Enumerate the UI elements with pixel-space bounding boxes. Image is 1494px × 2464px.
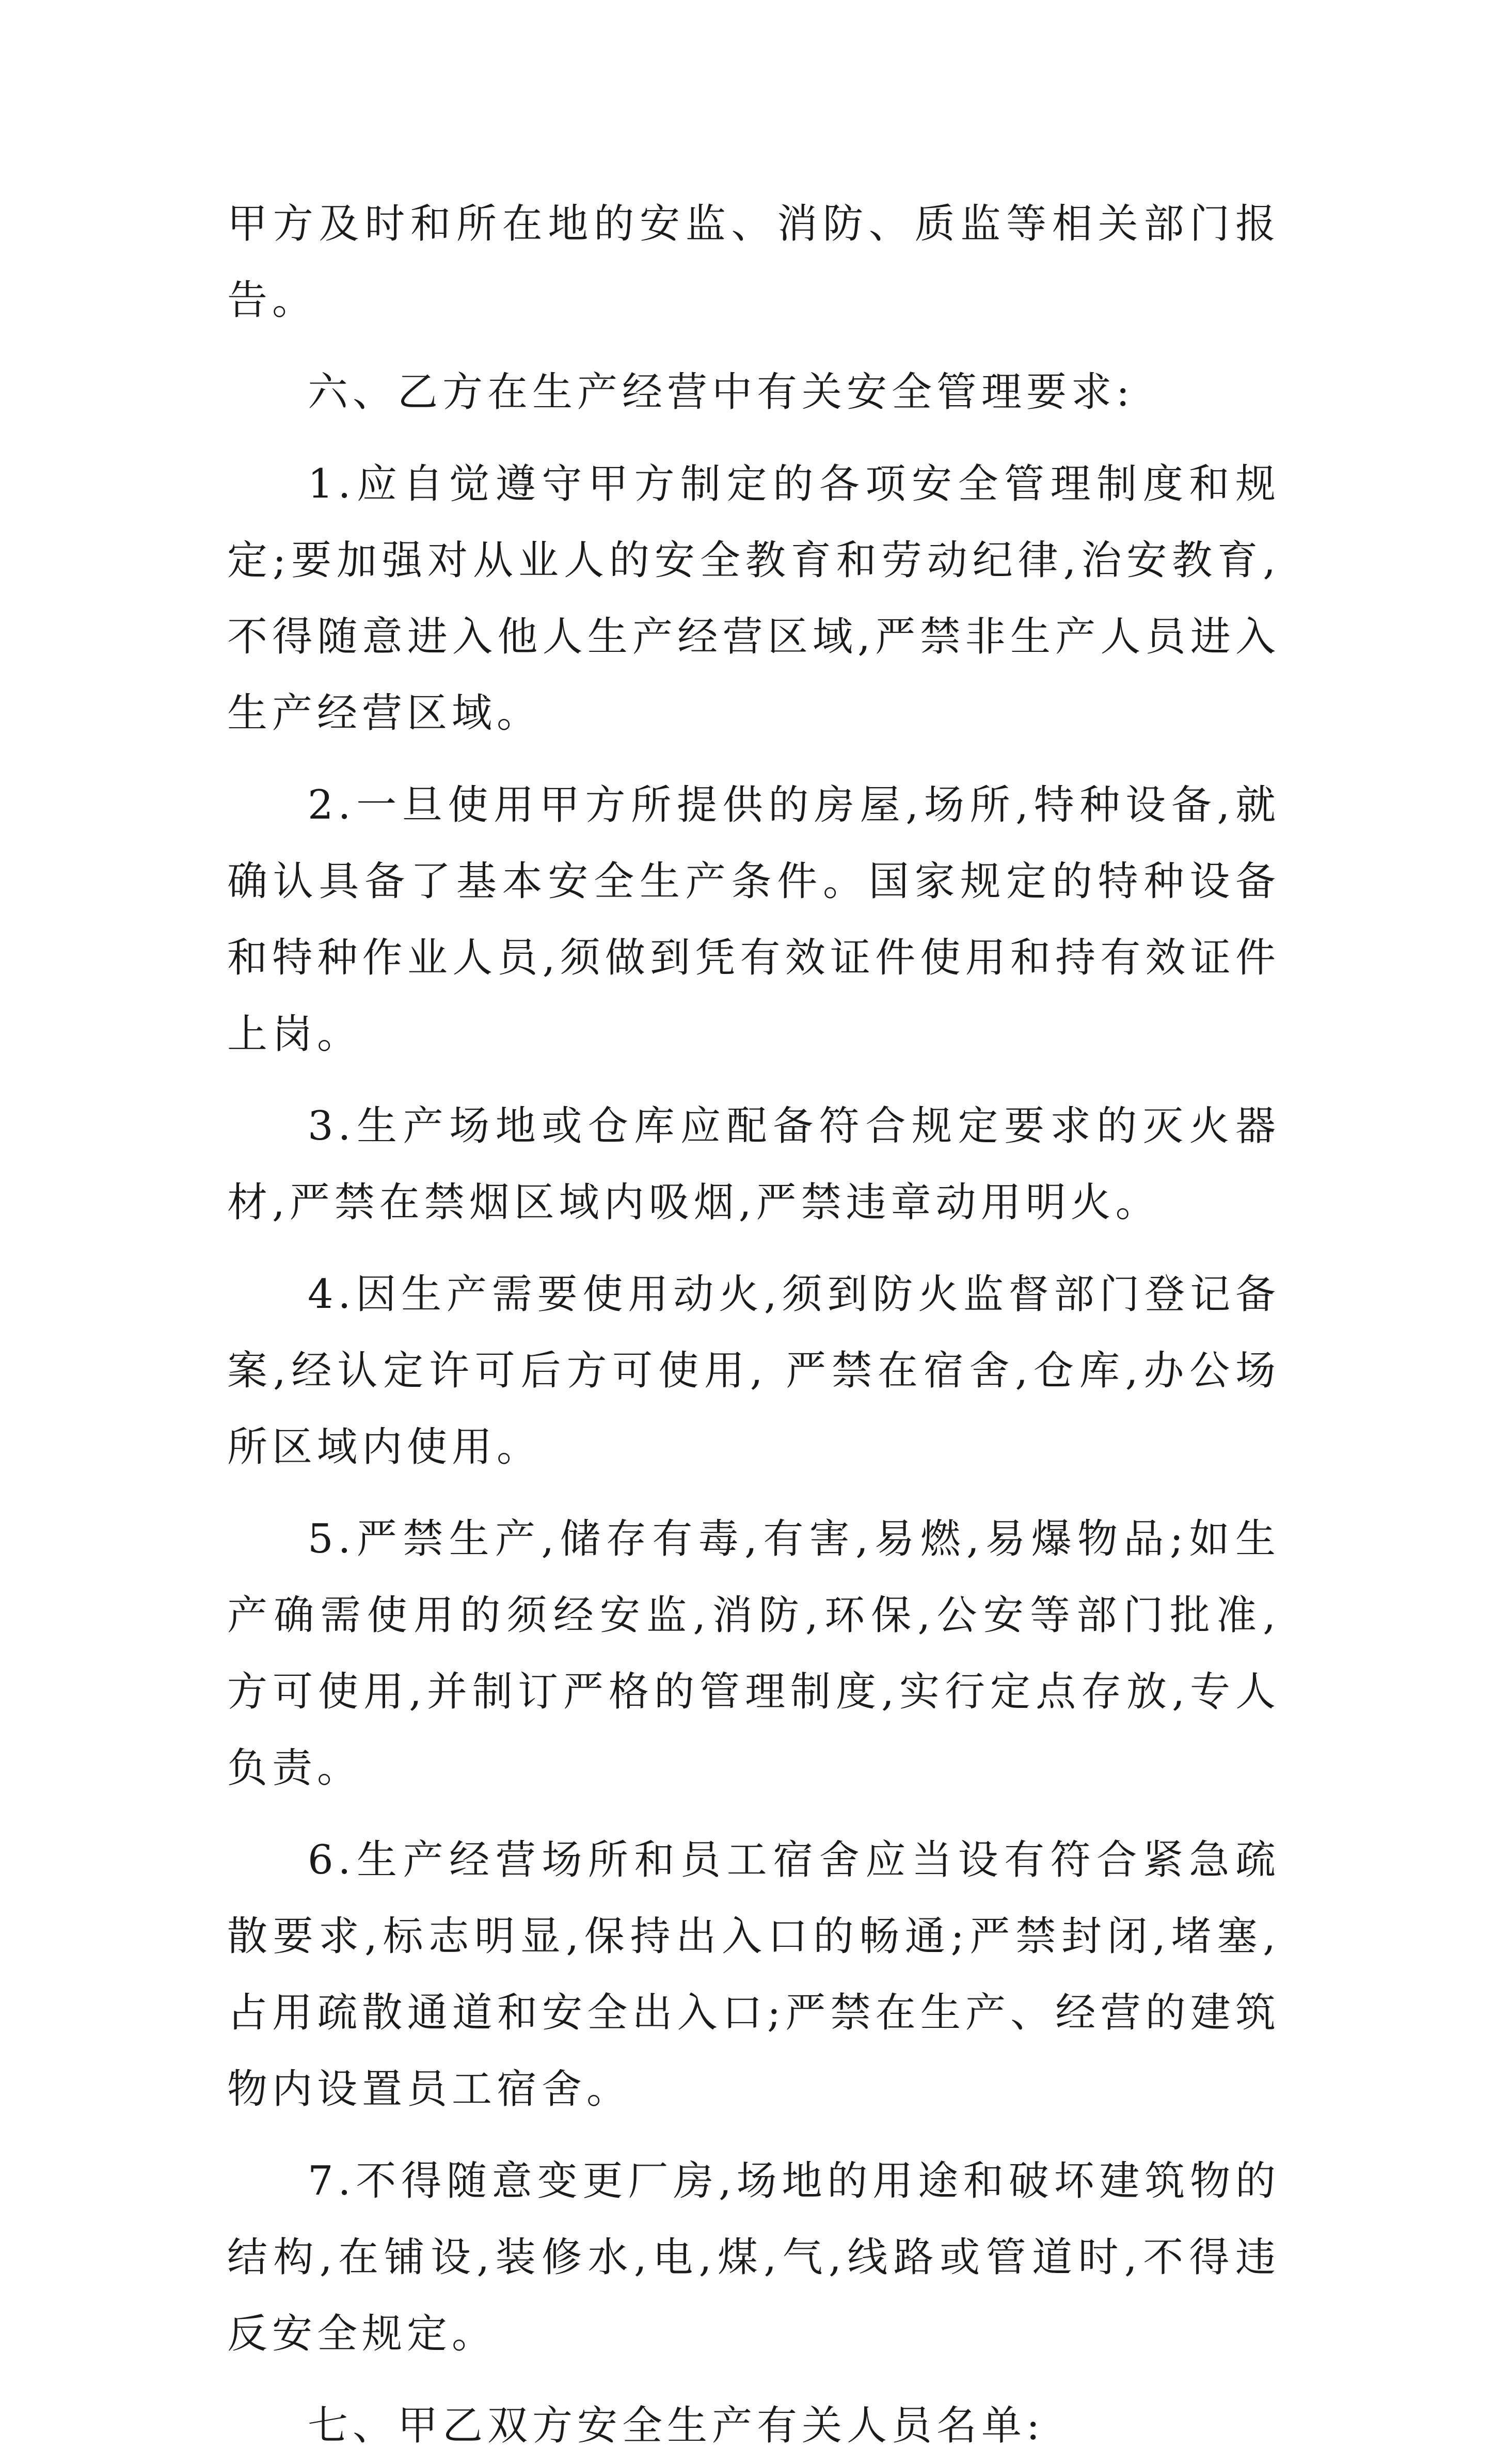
clause-2: 2.一旦使用甲方所提供的房屋,场所,特种设备,就确认具备了基本安全生产条件。国家规定的特种设备和特种作业人员,须做到凭有效证件使用和持有效证件上岗。 bbox=[227, 782, 1280, 1058]
clause-3: 3.生产场地或仓库应配备符合规定要求的灭火器材,严禁在禁烟区域内吸烟,严禁违章动用明火。 bbox=[227, 1103, 1280, 1226]
document-body bbox=[227, 186, 1280, 2464]
clause-1: 1.应自觉遵守甲方制定的各项安全管理制度和规定;要加强对从业人的安全教育和劳动纪律,治安教育,不得随意进入他人生产经营区域,严禁非生产人员进入生产经营区域。 bbox=[227, 461, 1280, 737]
clause-4: 4.因生产需要使用动火,须到防火监督部门登记备案,经认定许可后方可使用, 严禁在宿舍,仓库,办公场所区域内使用。 bbox=[227, 1271, 1280, 1470]
clause-7: 7.不得随意变更厂房,场地的用途和破坏建筑物的结构,在铺设,装修水,电,煤,气,线路或管道时,不得违反安全规定。 bbox=[227, 2158, 1280, 2357]
section-heading-seven: 七、甲乙双方安全生产有关人员名单: bbox=[308, 2403, 1045, 2449]
paragraph-continuation: 甲方及时和所在地的安监、消防、质监等相关部门报告。 bbox=[227, 201, 1280, 324]
clause-5: 5.严禁生产,储存有毒,有害,易燃,易爆物品;如生产确需使用的须经安监,消防,环保,公安等部门批准,方可使用,并制订严格的管理制度,实行定点存放,专人负责。 bbox=[227, 1516, 1280, 1791]
clause-6: 6.生产经营场所和员工宿舍应当设有符合紧急疏散要求,标志明显,保持出入口的畅通;严禁封闭,堵塞,占用疏散通道和安全出入口;严禁在生产、经营的建筑物内设置员工宿舍。 bbox=[227, 1837, 1280, 2113]
section-heading-six: 六、乙方在生产经营中有关安全管理要求: bbox=[308, 369, 1135, 415]
